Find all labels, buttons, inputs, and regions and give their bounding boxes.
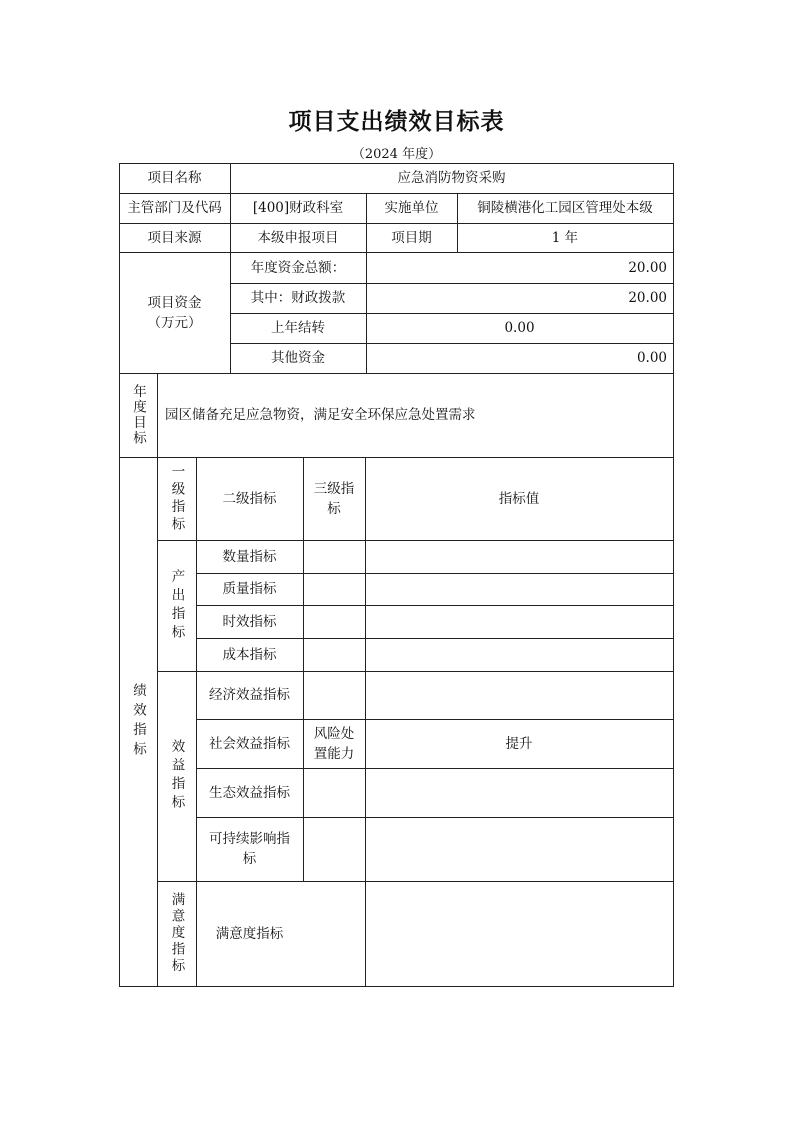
benefit-social: 社会效益指标 [209, 735, 290, 752]
benefit-label: 效益指标 [168, 739, 185, 813]
funds-carryover-value: 0.00 [504, 320, 535, 336]
output-cost: 成本指标 [222, 646, 277, 663]
satisfaction-label: 满意度指标 [168, 892, 185, 975]
performance-label: 绩效指标 [130, 682, 146, 761]
year-note: （2024 年度） [351, 147, 442, 162]
benefit-economic: 经济效益指标 [209, 687, 290, 703]
page-title: 项目支出绩效目标表 [288, 109, 505, 135]
source-value: 本级申报项目 [257, 229, 339, 246]
impl-unit-value: 铜陵横港化工园区管理处本级 [477, 200, 653, 216]
header-level1: 一级指标 [168, 463, 185, 534]
benefit-ecological: 生态效益指标 [209, 784, 290, 801]
output-quantity: 数量指标 [222, 548, 277, 565]
header-value: 指标值 [498, 490, 540, 507]
funds-label-line2: （万元） [147, 314, 202, 331]
source-label: 项目来源 [147, 229, 202, 246]
department-value: [400]财政科室 [252, 200, 344, 216]
annual-goal-label: 年度目标 [130, 384, 146, 446]
output-timeliness: 时效指标 [222, 613, 277, 630]
funds-other-label: 其他资金 [271, 350, 325, 366]
funds-total-value: 20.00 [628, 259, 667, 276]
funds-other-value: 0.00 [636, 350, 667, 366]
funds-total-label: 年度资金总额： [250, 259, 346, 276]
department-label: 主管部门及代码 [127, 200, 222, 216]
project-name-label: 项目名称 [147, 170, 202, 186]
benefit-social-value: 提升 [505, 735, 533, 752]
header-level2: 二级指标 [222, 490, 277, 507]
period-label: 项目期 [391, 229, 432, 246]
impl-unit-label: 实施单位 [384, 200, 439, 216]
header-level3: 三级指 标 [313, 480, 355, 517]
funds-fiscal-label: 其中：财政拨款 [250, 290, 346, 306]
benefit-sustainable: 可持续影响指 标 [209, 831, 290, 867]
project-name-value: 应急消防物资采购 [397, 170, 506, 186]
annual-goal-value: 园区储备充足应急物资，满足安全环保应急处置需求 [165, 407, 476, 423]
funds-fiscal-value: 20.00 [628, 290, 667, 306]
output-label: 产出指标 [168, 568, 185, 643]
output-quality: 质量指标 [222, 581, 277, 597]
funds-label-line1: 项目资金 [147, 294, 202, 311]
period-value: 1 年 [551, 229, 579, 246]
funds-label [119, 252, 230, 373]
satisfaction-indicator: 满意度指标 [215, 925, 284, 942]
benefit-social-level3: 风险处 置能力 [313, 725, 355, 762]
funds-carryover-label: 上年结转 [271, 320, 325, 336]
